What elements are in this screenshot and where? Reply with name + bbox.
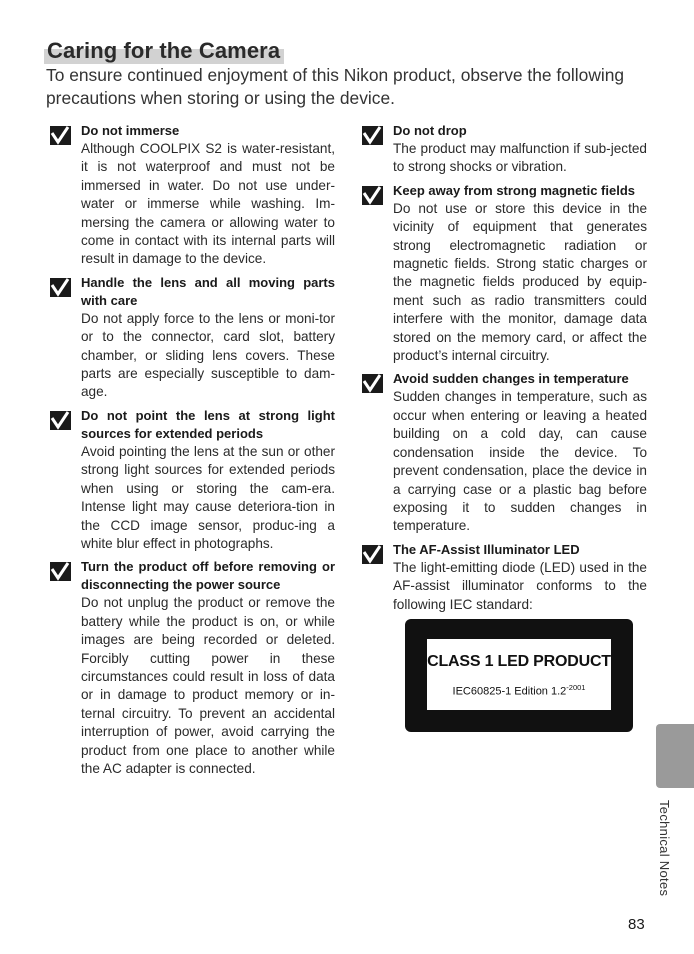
checkmark-icon — [362, 126, 383, 145]
precaution-item — [362, 541, 647, 614]
left-column — [50, 122, 335, 783]
checkmark-icon — [50, 126, 71, 145]
precaution-title: Turn the product off before removing or disconnecting the power source — [81, 559, 335, 593]
precaution-item — [50, 274, 335, 402]
precaution-title: Do not drop — [393, 123, 467, 138]
precaution-item — [362, 122, 647, 177]
precaution-body: The product may malfunction if sub-jected to strong shocks or vibration. — [393, 141, 647, 175]
precaution-item — [50, 407, 335, 553]
led-label-standard — [427, 683, 611, 698]
led-label-title: CLASS 1 LED PRODUCT — [427, 653, 611, 670]
precaution-body: Do not apply force to the lens or moni-tor or to the connector, card slot, battery chamber, or sliding lens covers. These parts are especially susceptible to dam-age. — [81, 310, 335, 400]
precaution-title: The AF-Assist Illuminator LED — [393, 541, 580, 557]
precaution-body: The light-emitting diode (LED) used in the AF-assist illuminator conforms to the following IEC standard: — [393, 559, 647, 612]
precaution-item — [50, 558, 335, 778]
section-tab-label: Technical Notes — [657, 800, 672, 897]
checkmark-icon — [362, 186, 383, 205]
page-number: 83 — [628, 916, 645, 933]
precaution-title: Handle the lens and all moving parts with care — [81, 274, 335, 308]
checkmark-icon — [362, 545, 383, 564]
precaution-body: Avoid pointing the lens at the sun or other strong light sources for extended periods when using or storing the cam-era. Intense light may cause deteriora-tion in the CCD image sensor, produc-ing a white blur effect in photographs. — [81, 443, 335, 551]
precaution-body: Sudden changes in temperature, such as occur when entering or leaving a heated building on a cold day, can cause condensation inside the device. To prevent condensation, place the device in a carrying case or a plastic bag before exposing it to sudden changes in temperature. — [393, 389, 647, 534]
led-standard-year: -2001 — [566, 683, 586, 692]
page-title: Caring for the Camera — [47, 38, 281, 63]
precaution-title: Do not immerse — [81, 123, 180, 138]
precaution-item — [50, 122, 335, 269]
checkmark-icon — [50, 562, 71, 581]
precaution-item — [362, 182, 647, 366]
precaution-title: Keep away from strong magnetic fields — [393, 182, 636, 198]
precaution-body: Although COOLPIX S2 is water-resistant, it is not waterproof and must not be immersed in water. Do not use under-water or immerse while washing. Im-mersing the camera or allowing water to come in contact with its internal parts will result in damage to the device. — [81, 141, 335, 267]
precaution-body: Do not unplug the product or remove the battery while the product is on, or while images are being recorded or deleted. Forcibly cutting power in these circumstances could result in loss of data or in damage to product memory or in-ternal circuitry. To prevent an accidental interruption of power, avoid carrying the product from one place to another while the AC adapter is connected. — [81, 595, 335, 776]
right-column — [362, 122, 647, 619]
led-label-panel — [427, 639, 611, 710]
precaution-title: Avoid sudden changes in temperature — [393, 371, 629, 387]
precaution-title: Do not point the lens at strong light sources for extended periods — [81, 407, 335, 441]
checkmark-icon — [50, 278, 71, 297]
precaution-body: Do not use or store this device in the vicinity of equipment that generates strong electromagnetic radiation or magnetic fields. Strong static charges or the magnetic fields produced by equip-ment such as radio transmitters could interfere with the monitor, damage data stored on the memory card, or affect the product’s internal circuitry. — [393, 200, 647, 364]
checkmark-icon — [362, 374, 383, 393]
led-standard-text: IEC60825-1 Edition 1.2 — [452, 685, 567, 698]
section-tab — [656, 724, 694, 788]
page-header — [44, 38, 280, 64]
led-class-label — [405, 619, 633, 732]
precaution-item — [362, 370, 647, 535]
intro-paragraph: To ensure continued enjoyment of this Nikon product, observe the following precautions when storing or using the device. — [46, 65, 625, 108]
checkmark-icon — [50, 411, 71, 430]
